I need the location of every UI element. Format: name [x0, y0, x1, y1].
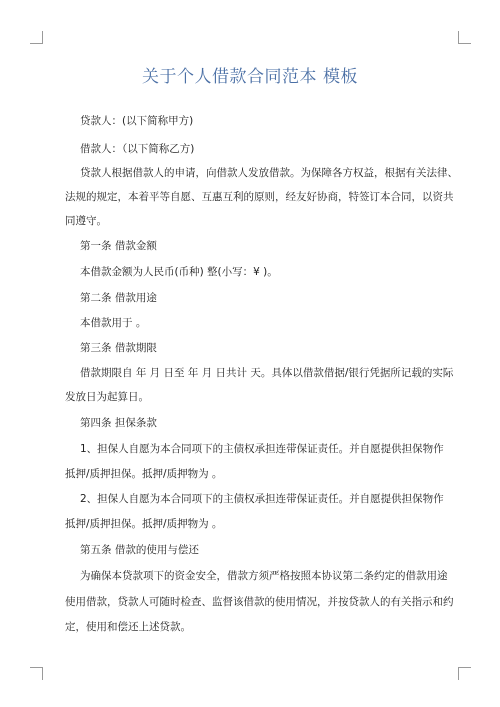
article-3-body-line-1: 借款期限自 年 月 日至 年 月 日共计 天。具体以借款借据/银行凭据所记载的实际	[80, 367, 454, 379]
article-2-heading: 第二条 借款用途	[80, 292, 157, 304]
article-1-body: 本借款金额为人民币(币种) 整(小写：¥ )。	[80, 266, 278, 278]
article-4-clause-2-line-1: 2、担保人自愿为本合同项下的主债权承担连带保证责任。并自愿提供担保物作	[80, 493, 444, 505]
article-4-clause-1-line-2: 抵押/质押担保。抵押/质押物为 。	[65, 468, 223, 480]
article-4-clause-1-line-1: 1、担保人自愿为本合同项下的主债权承担连带保证责任。并自愿提供担保物作	[80, 443, 444, 455]
article-4-heading: 第四条 担保条款	[80, 417, 157, 429]
preamble-line-1: 贷款人根据借款人的申请，向借款人发放借款。为保障各方权益，根据有关法律、	[80, 167, 458, 179]
article-1-heading: 第一条 借款金额	[80, 240, 157, 252]
lender-line: 贷款人：(以下简称甲方)	[80, 115, 194, 127]
article-4-clause-2-line-2: 抵押/质押担保。抵押/质押物为 。	[65, 518, 223, 530]
article-5-body-line-2: 使用借款，贷款人可随时检查、监督该借款的使用情况，并按贷款人的有关指示和约	[65, 596, 454, 608]
article-5-body-line-3: 定，使用和偿还上述贷款。	[65, 621, 191, 633]
article-2-body: 本借款用于 。	[80, 317, 147, 329]
article-3-body-line-2: 发放日为起算日。	[65, 391, 149, 403]
article-5-heading: 第五条 借款的使用与偿还	[80, 544, 199, 556]
preamble-line-2: 法规的规定，本着平等自愿、互惠互利的原则，经友好协商，特签订本合同，以资共	[65, 191, 454, 203]
article-5-body-line-1: 为确保本贷款项下的资金安全，借款方须严格按照本协议第二条约定的借款用途	[80, 570, 448, 582]
borrower-line: 借款人：（以下简称乙方)	[80, 143, 195, 155]
preamble-line-3: 同遵守。	[65, 215, 107, 227]
document-title: 关于个人借款合同范本 模板	[142, 67, 358, 87]
article-3-heading: 第三条 借款期限	[80, 342, 157, 354]
